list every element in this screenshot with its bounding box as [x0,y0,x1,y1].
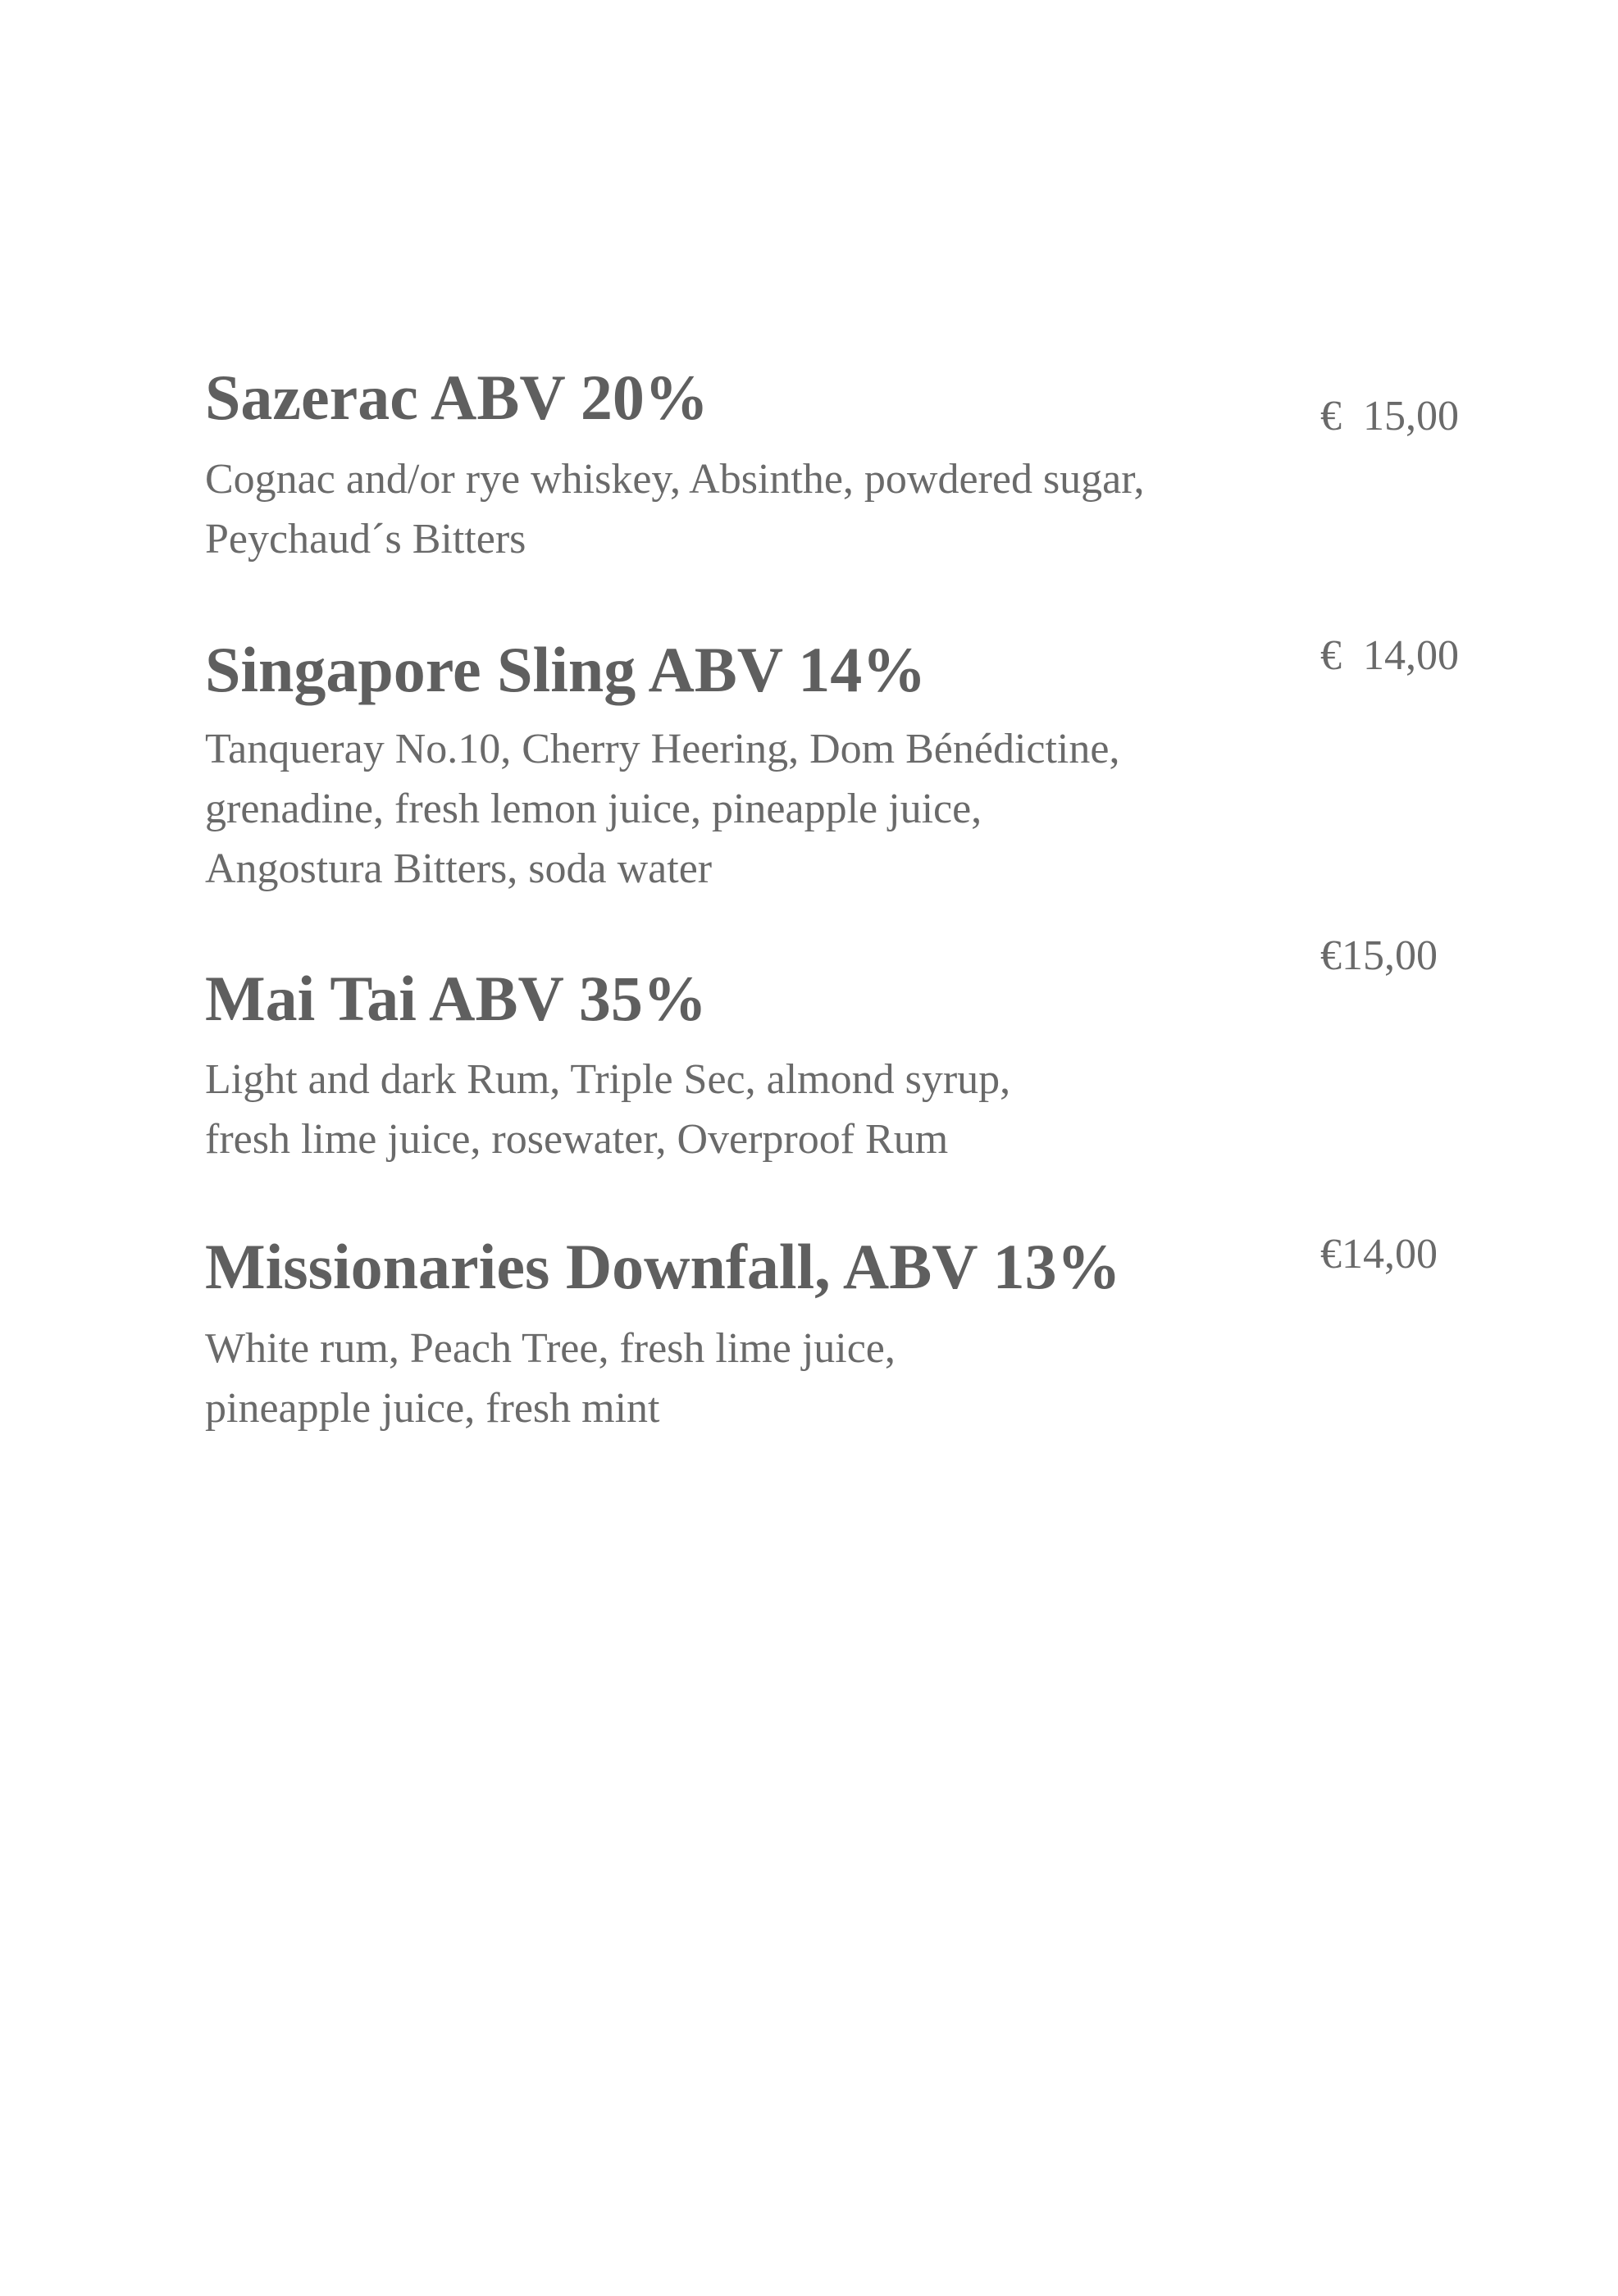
item-price: € 14,00 [1320,632,1459,679]
item-name: Missionaries Downfall, ABV 13% [205,1231,1121,1302]
description-line: White rum, Peach Tree, fresh lime juice, [205,1325,896,1372]
item-name: Mai Tai ABV 35% [205,963,707,1034]
description-line: Light and dark Rum, Triple Sec, almond syrup, [205,1056,1011,1103]
description-line: fresh lime juice, rosewater, Overproof Rum [205,1116,949,1163]
description-line: Tanqueray No.10, Cherry Heering, Dom Bénédictine, [205,726,1120,772]
description-line: Peychaud´s Bitters [205,516,526,563]
item-description [205,719,1119,899]
description-line: grenadine, fresh lemon juice, pineapple juice, [205,786,982,832]
description-line: Angostura Bitters, soda water [205,845,713,892]
description-line: Cognac and/or rye whiskey, Absinthe, powdered sugar, [205,456,1145,503]
item-price: €15,00 [1320,932,1438,979]
item-description [205,1050,1010,1169]
item-price: € 15,00 [1320,393,1459,440]
item-description [205,1319,896,1438]
item-name: Sazerac ABV 20% [205,362,709,433]
item-name: Singapore Sling ABV 14% [205,634,927,705]
item-description [205,449,1145,569]
description-line: pineapple juice, fresh mint [205,1385,660,1432]
item-price: €14,00 [1320,1231,1438,1278]
